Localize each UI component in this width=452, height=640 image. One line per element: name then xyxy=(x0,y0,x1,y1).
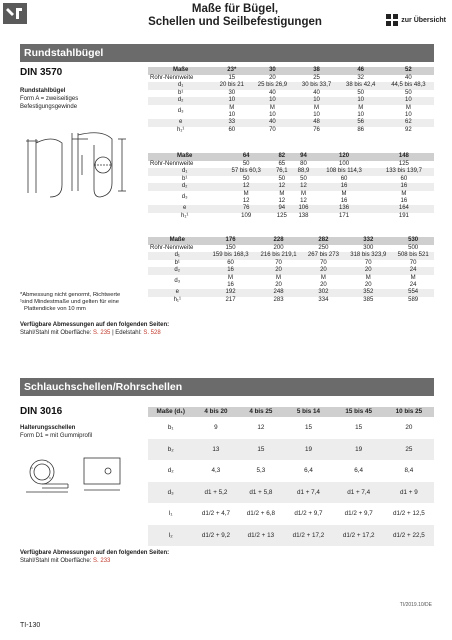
company-logo xyxy=(3,3,27,24)
table-cell: M 10 xyxy=(228,104,236,119)
table-row xyxy=(148,213,434,220)
table-row xyxy=(148,168,434,175)
row-label: h₁¹ xyxy=(176,126,185,133)
table-header: 5 bis 14 xyxy=(283,407,333,417)
row-label: h₁¹ xyxy=(173,296,181,303)
table-header: Maße xyxy=(148,67,213,75)
schelle-caption xyxy=(20,424,92,440)
document-code: TI/2019.10/DE xyxy=(399,602,432,608)
table-cell: 192 xyxy=(207,289,255,296)
table-cell: d1/2 + 13 xyxy=(238,525,283,547)
table-cell: 267 bis 273 xyxy=(303,252,345,259)
table-cell: 20 xyxy=(269,75,276,81)
table-cell: 24 xyxy=(392,267,434,274)
page-title-line1: Maße für Bügel, xyxy=(191,3,279,15)
table-header: 30 xyxy=(250,67,294,75)
table-cell: 76,1 xyxy=(271,168,293,175)
table-cell: M 16 xyxy=(227,274,234,289)
table-cell: d1/2 + 9,2 xyxy=(193,525,238,547)
table-cell: 217 xyxy=(225,296,236,303)
table-cell: 12 xyxy=(271,183,293,190)
avail-sep: | Edelstahl: xyxy=(110,330,144,336)
table-row xyxy=(148,267,434,274)
row-label: e xyxy=(148,289,207,296)
table-cell: 16 xyxy=(207,267,255,274)
table-cell: 125 xyxy=(276,212,287,219)
table-row xyxy=(148,183,434,190)
table-cell: 25 bis 26,9 xyxy=(250,82,294,89)
table-header: 282 xyxy=(303,237,345,245)
table-cell: 65 xyxy=(278,161,286,167)
table-cell: 44,5 bis 48,3 xyxy=(383,82,434,89)
table-cell: 70 xyxy=(275,259,282,266)
table-header: Maße xyxy=(148,153,221,161)
table-header: Maße xyxy=(148,237,207,245)
note-line1: *Abmessung nicht genormt, Richtwerte xyxy=(20,292,121,298)
table-cell: 70 xyxy=(364,259,372,266)
table-cell: d1/2 + 17,2 xyxy=(283,525,333,547)
table-cell: 60 xyxy=(227,259,234,266)
table-row xyxy=(148,482,434,504)
row-label: d₁ xyxy=(148,82,213,89)
caption-line3: Befestigungsgewinde xyxy=(20,104,78,110)
row-label: e xyxy=(148,205,221,212)
table-cell: 20 bis 21 xyxy=(213,82,250,89)
table-cell: 70 xyxy=(409,259,417,266)
table-cell: 10 xyxy=(213,97,250,104)
table-header: 15 bis 45 xyxy=(334,407,384,417)
table-header: 176 xyxy=(207,237,255,245)
availability-section1 xyxy=(20,321,169,337)
table-cell: 86 xyxy=(357,126,365,133)
row-label: b₁ xyxy=(167,424,174,431)
table-header: 530 xyxy=(392,237,434,245)
page-link-233[interactable]: S. 233 xyxy=(93,558,111,564)
table-cell: 62 xyxy=(383,119,434,126)
table-cell: 60 xyxy=(228,126,236,133)
table-header: 94 xyxy=(293,153,315,161)
overview-icon xyxy=(386,14,399,26)
table-cell: M 20 xyxy=(320,274,327,289)
table1-body xyxy=(148,75,434,134)
table-cell: d1 + 9 xyxy=(384,482,434,504)
table-cell: 76 xyxy=(313,126,320,133)
table-cell: M 20 xyxy=(275,274,282,289)
table-cell: 352 xyxy=(344,289,392,296)
row-label: b¹ xyxy=(174,259,180,266)
table-cell: d1/2 + 12,5 xyxy=(393,510,425,517)
note-line2: ¹sind Mindestmaße und gelten für eine xyxy=(20,299,119,306)
table-cell: 12 xyxy=(293,183,315,190)
page-number: TI-130 xyxy=(20,622,41,629)
table-cell: 50 xyxy=(357,89,365,96)
table-header: 23* xyxy=(213,67,250,75)
table-cell: 10 xyxy=(339,97,383,104)
table-cell: 40 xyxy=(405,75,412,81)
table-cell: 50 xyxy=(242,175,250,182)
table-header: 120 xyxy=(314,153,373,161)
table-cell: 25 xyxy=(313,75,320,81)
row-label: Rohr-Nennweite xyxy=(150,161,194,167)
table-cell: 48 xyxy=(294,119,338,126)
table-row xyxy=(148,460,434,482)
table-cell: M 10 xyxy=(269,104,276,119)
clamp-drawing xyxy=(22,448,132,498)
table-row xyxy=(148,503,434,525)
caption-bold: Rundstahlbügel xyxy=(20,88,66,94)
table-cell: 216 bis 219,1 xyxy=(255,252,303,259)
table-cell: 94 xyxy=(271,205,293,212)
table-cell: M 12 xyxy=(278,190,286,205)
table-cell: 92 xyxy=(405,126,412,133)
table-cell: 33 xyxy=(213,119,250,126)
table-cell: 76 xyxy=(221,205,271,212)
page-link-235[interactable]: S. 235 xyxy=(93,330,111,336)
table-header: 46 xyxy=(339,67,383,75)
table-cell: 133 bis 139,7 xyxy=(374,168,434,175)
table-cell: 40 xyxy=(313,89,320,96)
table-3570-part3 xyxy=(148,237,434,304)
availability-section2 xyxy=(20,549,169,565)
table-cell: 164 xyxy=(374,205,434,212)
table-cell: 6,4 xyxy=(304,467,313,474)
table-cell: 40 xyxy=(250,119,294,126)
table-row xyxy=(148,439,434,461)
table-header: 82 xyxy=(271,153,293,161)
table-cell: M 20 xyxy=(364,274,372,289)
table-cell: M 12 xyxy=(300,190,307,205)
table-cell: 30 bis 33,7 xyxy=(294,82,338,89)
table-cell: 32 xyxy=(357,75,365,81)
table-cell: 106 xyxy=(293,205,315,212)
table-cell: M 10 xyxy=(313,104,320,119)
table-cell: M 24 xyxy=(409,274,417,289)
table-cell: 50 xyxy=(242,161,250,167)
table-cell: 283 xyxy=(273,296,284,303)
table-cell: 302 xyxy=(303,289,345,296)
table-cell: M 10 xyxy=(405,104,412,119)
row-label: d₂ xyxy=(148,183,221,190)
section-heading-rundstahlbuegel: Rundstahlbügel xyxy=(20,44,434,62)
avail-text: Stahl/Stahl mit Oberfläche: xyxy=(20,558,94,564)
table-cell: 50 xyxy=(405,89,412,96)
table-cell: 56 xyxy=(339,119,383,126)
table-cell: 30 xyxy=(228,89,236,96)
table-cell: 334 xyxy=(318,296,329,303)
table-cell: 20 xyxy=(255,267,303,274)
table-cell: 100 xyxy=(339,161,350,167)
table-cell: M 10 xyxy=(357,104,365,119)
note-line3: Plattendicke von 10 mm xyxy=(24,306,86,313)
table-row xyxy=(148,275,434,290)
table-cell: 10 xyxy=(250,97,294,104)
table-row xyxy=(148,525,434,547)
table-cell: 385 xyxy=(363,296,374,303)
page-title-line2: Schellen und Seilbefestigungen xyxy=(148,16,322,28)
table-cell: 150 xyxy=(225,245,236,251)
table-cell: 159 bis 168,3 xyxy=(207,252,255,259)
table-cell: d1/2 + 9,7 xyxy=(344,510,373,517)
table-header: 4 bis 25 xyxy=(238,407,283,417)
table-cell: 70 xyxy=(320,259,327,266)
table-cell: 38 bis 42,4 xyxy=(339,82,383,89)
table-row xyxy=(148,297,434,304)
row-label: d₂ xyxy=(148,267,207,274)
table-cell: d1/2 + 17,2 xyxy=(334,525,384,547)
table-row xyxy=(148,191,434,206)
table-cell: 300 xyxy=(363,245,374,251)
caption-line2: Form A = zweiseitiges xyxy=(20,96,79,102)
row-label: l₁ xyxy=(168,510,173,517)
rundstahlbuegel-caption xyxy=(20,87,78,111)
table-cell: 318 bis 323,9 xyxy=(344,252,392,259)
table-header: 10 bis 25 xyxy=(384,407,434,417)
table-cell: 25 xyxy=(384,439,434,461)
table-row xyxy=(148,161,434,168)
table-cell: 19 xyxy=(334,439,384,461)
table-3570-part2 xyxy=(148,153,434,220)
table-cell: 80 xyxy=(300,161,307,167)
avail-title: Verfügbare Abmessungen auf den folgenden Seiten: xyxy=(20,322,170,328)
table2-body xyxy=(148,161,434,220)
table-cell: 12 xyxy=(221,183,271,190)
table-header: 228 xyxy=(255,237,303,245)
row-label: b₂ xyxy=(148,439,193,461)
table-row xyxy=(148,97,434,104)
table-cell: 16 xyxy=(374,183,434,190)
row-label: d₁ xyxy=(148,252,207,259)
table-cell: 136 xyxy=(314,205,373,212)
table4-body xyxy=(148,417,434,546)
table-row xyxy=(148,119,434,126)
table-cell: 9 xyxy=(214,424,218,431)
table-3570-part1 xyxy=(148,67,434,134)
row-label: d₂ xyxy=(167,467,174,474)
caption-line2: Form D1 = mit Gummiprofil xyxy=(20,433,93,439)
table-row xyxy=(148,245,434,252)
table-cell: 250 xyxy=(318,245,329,251)
wrench-logo-icon xyxy=(3,3,27,24)
table-cell: 589 xyxy=(408,296,419,303)
table-row xyxy=(148,205,434,212)
table-row xyxy=(148,127,434,134)
table-header: 332 xyxy=(344,237,392,245)
table-cell: 50 xyxy=(300,175,307,182)
table-cell: 500 xyxy=(408,245,419,251)
table-header: 4 bis 20 xyxy=(193,407,238,417)
table-cell: 554 xyxy=(392,289,434,296)
table-cell: 508 bis 521 xyxy=(392,252,434,259)
table-cell: 70 xyxy=(269,126,276,133)
table-cell: M 16 xyxy=(340,190,348,205)
table-cell: 19 xyxy=(283,439,333,461)
table-header: 64 xyxy=(221,153,271,161)
table-cell: d1 + 5,8 xyxy=(238,482,283,504)
section-heading-schlauchschellen: Schlauchschellen/Rohrschellen xyxy=(20,378,434,396)
table-row xyxy=(148,82,434,89)
row-label: b¹ xyxy=(177,89,184,96)
table-cell: 171 xyxy=(339,212,350,219)
table-row xyxy=(148,417,434,439)
table-cell: 60 xyxy=(340,175,348,182)
table-cell: 40 xyxy=(269,89,276,96)
row-label: Rohr-Nennweite xyxy=(150,75,194,81)
row-label: d₃ xyxy=(181,194,188,201)
table-row xyxy=(148,105,434,120)
row-label: Rohr-Nennweite xyxy=(150,245,194,251)
row-label: h₁¹ xyxy=(181,212,189,219)
table-cell: 57 bis 60,3 xyxy=(221,168,271,175)
table-cell: 200 xyxy=(273,245,284,251)
table-header: 52 xyxy=(383,67,434,75)
table-cell: 10 xyxy=(294,97,338,104)
page-link-528[interactable]: S. 528 xyxy=(143,330,161,336)
table-cell: 108 bis 114,3 xyxy=(314,168,373,175)
row-label: b¹ xyxy=(182,175,188,182)
dimension-note xyxy=(20,292,120,314)
overview-label: zur Übersicht xyxy=(401,16,446,24)
table-cell: 109 xyxy=(241,212,252,219)
table-cell: 5,3 xyxy=(256,467,266,474)
din-3016-title: DIN 3016 xyxy=(20,406,63,417)
caption-bold: Halterungsschellen xyxy=(20,425,76,431)
table-cell: 10 xyxy=(383,97,434,104)
table-cell: 20 xyxy=(405,424,413,431)
table-cell: d1/2 + 4,7 xyxy=(201,510,231,517)
row-label: d₂ xyxy=(148,97,213,104)
table-cell: 8,4 xyxy=(404,467,414,474)
table-row xyxy=(148,90,434,97)
table-row xyxy=(148,75,434,82)
row-label: d₃ xyxy=(174,278,181,285)
table-cell: d1 + 7,4 xyxy=(283,482,333,504)
table-cell: 20 xyxy=(344,267,392,274)
table-cell: 6,4 xyxy=(354,467,364,474)
table-header: 148 xyxy=(374,153,434,161)
table-cell: 50 xyxy=(278,175,286,182)
table-row xyxy=(148,260,434,267)
table-row xyxy=(148,289,434,296)
table-cell: 4,3 xyxy=(211,467,221,474)
table-cell: d1 + 7,4 xyxy=(334,482,384,504)
table-cell: 20 xyxy=(303,267,345,274)
table-cell: d1/2 + 22,5 xyxy=(384,525,434,547)
table-cell: 15 xyxy=(355,424,363,431)
table-cell: 16 xyxy=(314,183,373,190)
u-bolt-drawing xyxy=(22,125,142,200)
table3-body xyxy=(148,245,434,304)
table-cell: 12 xyxy=(257,424,265,431)
table-cell: d1/2 + 9,7 xyxy=(294,510,323,517)
overview-link[interactable] xyxy=(386,14,446,26)
page-title xyxy=(130,3,340,29)
table-cell: 13 xyxy=(193,439,238,461)
table-cell: 125 xyxy=(398,161,409,167)
row-label: e xyxy=(148,119,213,126)
row-label: d₁ xyxy=(148,168,221,175)
table-cell: d1 + 5,2 xyxy=(193,482,238,504)
row-label: l₂ xyxy=(148,525,193,547)
table-cell: 60 xyxy=(400,175,408,182)
row-label: d₃ xyxy=(177,108,184,115)
table-cell: M 16 xyxy=(400,190,408,205)
din-3570-title: DIN 3570 xyxy=(20,67,63,78)
table-cell: 248 xyxy=(255,289,303,296)
avail-title: Verfügbare Abmessungen auf den folgenden Seiten: xyxy=(20,550,170,556)
table-header: Maße (d₁) xyxy=(148,407,193,417)
table-header: 38 xyxy=(294,67,338,75)
avail-text: Stahl/Stahl mit Oberfläche: xyxy=(20,330,94,336)
row-label: d₃ xyxy=(148,482,193,504)
table-row xyxy=(148,252,434,259)
table-cell: 15 xyxy=(304,424,312,431)
table-cell: 15 xyxy=(238,439,283,461)
table-cell: 88,9 xyxy=(293,168,315,175)
table-cell: d1/2 + 6,8 xyxy=(246,510,275,517)
table-cell: 15 xyxy=(228,75,236,81)
table-cell: M 12 xyxy=(242,190,250,205)
table-cell: 138 xyxy=(298,212,309,219)
table-row xyxy=(148,176,434,183)
table-cell: 191 xyxy=(398,212,409,219)
table-3016 xyxy=(148,407,434,546)
